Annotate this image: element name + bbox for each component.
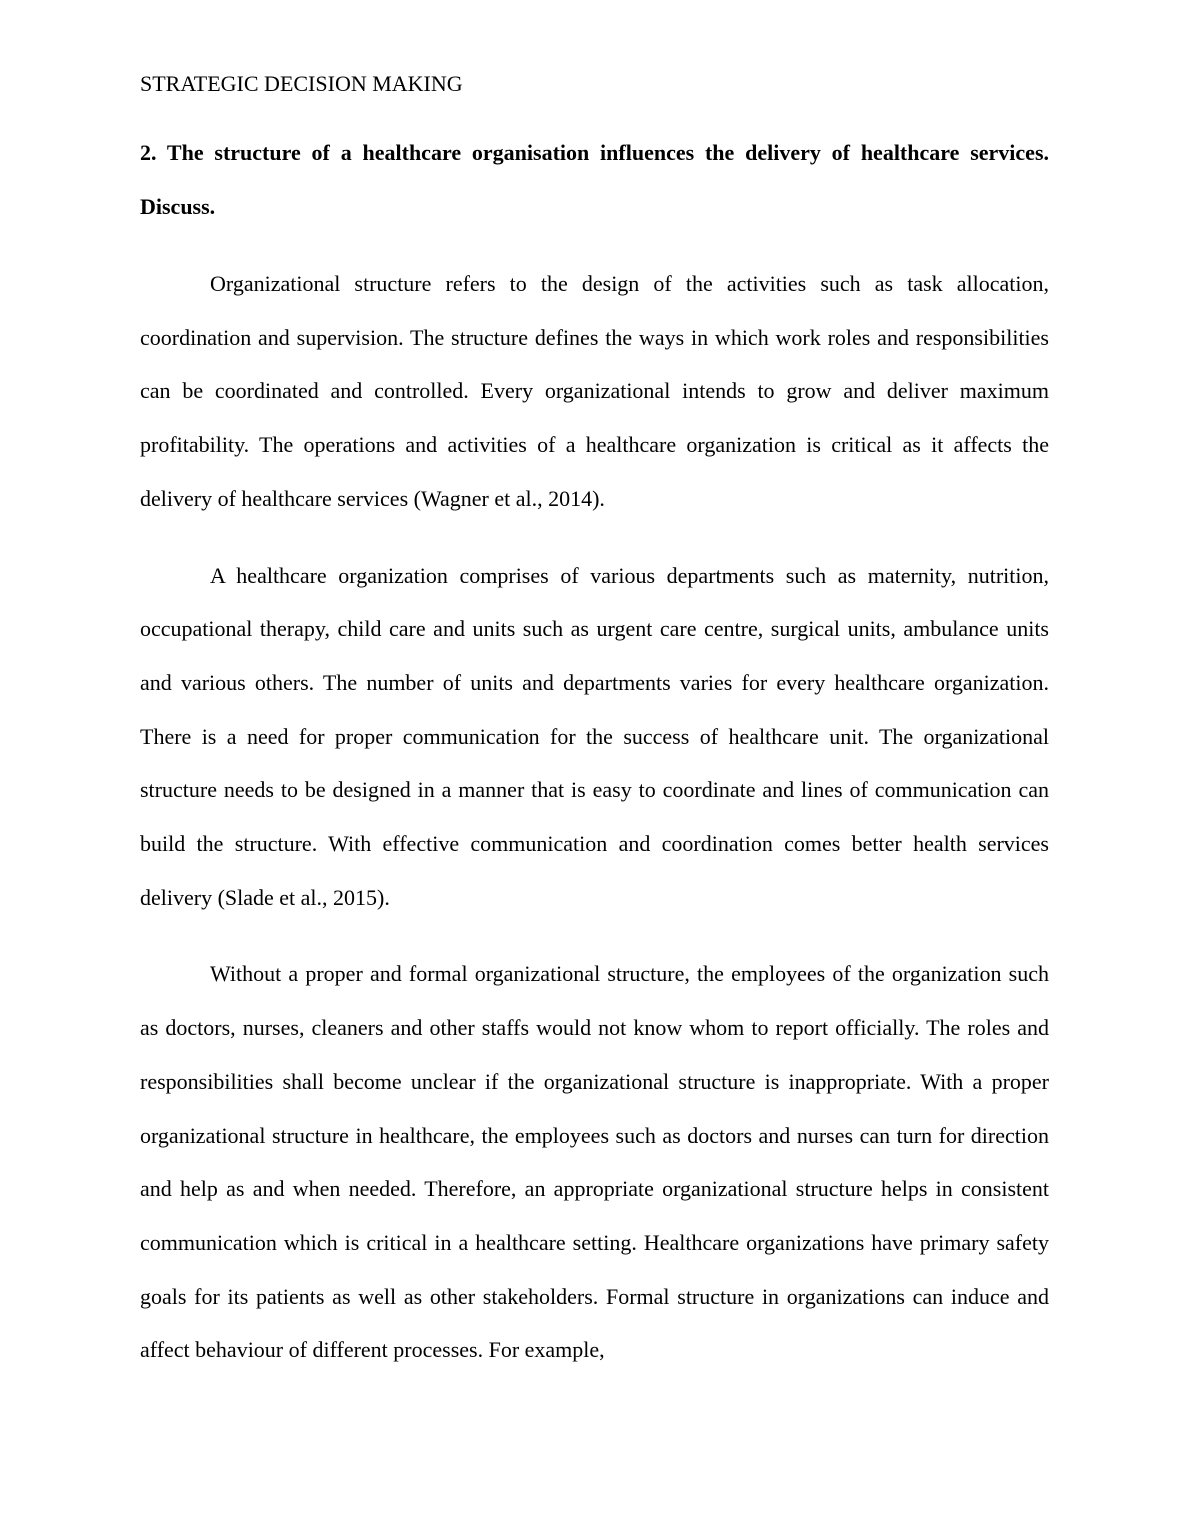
paragraph-2: A healthcare organization comprises of various departments such as maternity, nutrition, occupational therapy, child care and units such as urgent care centre, surgical units, ambulance units and various others. The number of units and departments varies for every healthcare organization. There is a need for proper communication for the success of healthcare unit. The organizational structure needs to be designed in a manner that is easy to coordinate and lines of communication can build the structure. With effective communication and coordination comes better health services delivery (Slade et al., 2015). — [140, 562, 1049, 910]
running-head: STRATEGIC DECISION MAKING — [140, 71, 463, 96]
paragraph-3: Without a proper and formal organizational structure, the employees of the organization such as doctors, nurses, cleaners and other staffs would not know whom to report officially. The roles and responsibilities shall become unclear if the organizational structure is inappropriate. With a proper organizational structure in healthcare, the employees such as doctors and nurses can turn for direction and help as and when needed. Therefore, an appropriate organizational structure helps in consistent communication which is critical in a healthcare setting. Healthcare organizations have primary safety goals for its patients as well as other stakeholders. Formal structure in organizations can induce and affect behaviour of different processes. For example, — [140, 961, 1049, 1363]
section-heading: 2. The structure of a healthcare organisation influences the delivery of healthcare services. Discuss. — [140, 140, 1049, 219]
paragraph-1: Organizational structure refers to the design of the activities such as task allocation, coordination and supervision. The structure defines the ways in which work roles and responsibilities can be coordinated and controlled. Every organizational intends to grow and deliver maximum profitability. The operations and activities of a healthcare organization is critical as it affects the delivery of healthcare services (Wagner et al., 2014). — [140, 271, 1049, 511]
document-body — [140, 126, 1049, 1377]
